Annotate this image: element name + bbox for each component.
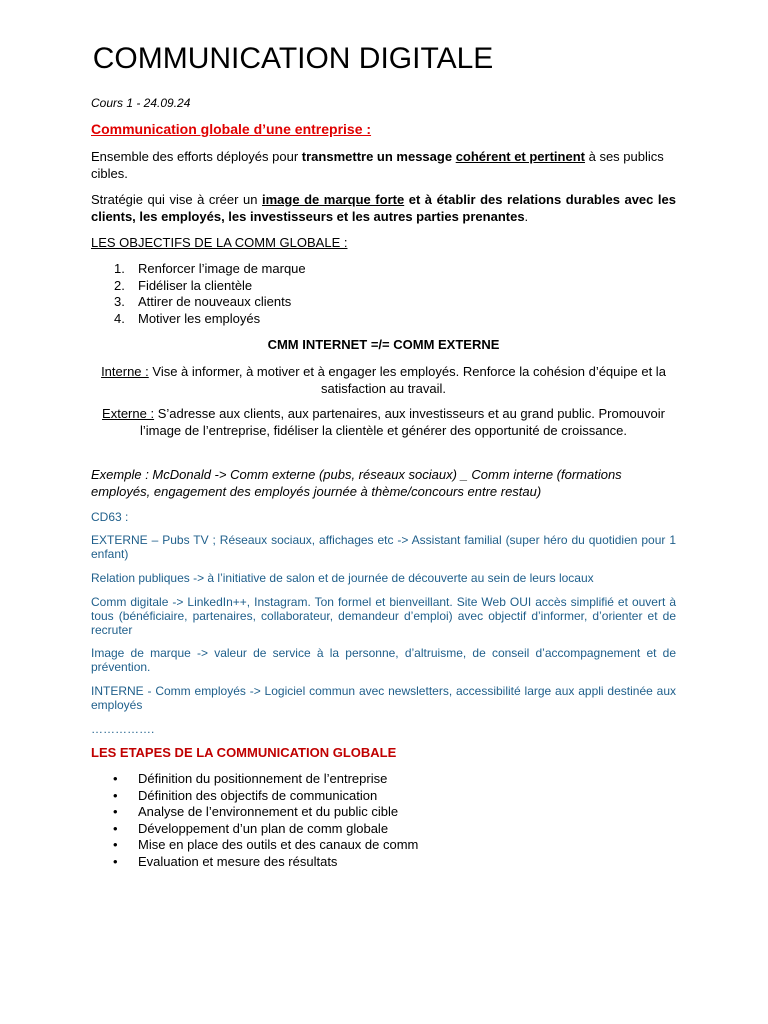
list-item: [91, 821, 676, 838]
list-item-text: Renforcer l’image de marque: [138, 261, 306, 276]
list-number: 3.: [114, 294, 125, 310]
text-span: à ses publics cibles.: [91, 149, 664, 181]
bold-span: transmettre un message: [301, 149, 456, 164]
list-item: [91, 804, 676, 821]
text-span: .: [524, 208, 529, 224]
paragraph-interne: [101, 364, 666, 397]
interne-label: Interne :: [101, 364, 149, 379]
externe-label: Externe :: [102, 406, 155, 421]
externe-text: S’adresse aux clients, aux partenaires, aux investisseurs et au grand public. Promouvoir l’image de l’entreprise, fidéliser la clientèle et générer des opportunité de croissance.: [139, 406, 665, 438]
bold-span: et à établir des relations durables avec les clients, les employés, les investisseurs et les autres parties prenantes: [91, 192, 676, 224]
text-span: Stratégie qui vise à créer un: [91, 192, 262, 207]
bullet-icon: •: [113, 804, 118, 820]
list-item: [91, 278, 676, 295]
list-item-text: Définition des objectifs de communication: [138, 787, 378, 803]
cd63-digitale: Comm digitale -> LinkedIn++, Instagram. Ton formel et bienveillant. Site Web OUI accès simplifié et ouvert à tous (bénéficiaire, partenaires, collaborateur, demandeur d’emploi) avec objectif d’informer, d’orienter et de recruter: [91, 595, 676, 637]
list-item-text: Attirer de nouveaux clients: [138, 294, 292, 310]
cd63-dots: …………….: [91, 722, 155, 736]
course-date: Cours 1 - 24.09.24: [91, 96, 191, 110]
text-span: Ensemble des efforts déployés pour: [91, 149, 302, 164]
cmm-heading: CMM INTERNET =/= COMM EXTERNE: [267, 337, 500, 352]
paragraph-definition: [91, 149, 676, 182]
etapes-list: [91, 771, 676, 871]
list-item-text: Mise en place des outils et des canaux de comm: [138, 837, 419, 853]
etapes-heading: LES ETAPES DE LA COMMUNICATION GLOBALE: [91, 745, 397, 760]
bullet-icon: •: [113, 787, 118, 803]
paragraph-externe: [91, 406, 676, 439]
list-item-text: Développement d’un plan de comm globale: [138, 820, 389, 836]
bold-underline-span: image de marque forte: [262, 192, 405, 207]
interne-text: Vise à informer, à motiver et à engager les employés. Renforce la cohésion d’équipe et la satisfaction au travail.: [148, 364, 666, 396]
bullet-icon: •: [113, 837, 118, 853]
list-item: [91, 788, 676, 805]
cd63-label: CD63 :: [91, 510, 129, 524]
bold-underline-span: cohérent et pertinent: [455, 149, 585, 164]
list-item-text: Définition du positionnement de l’entreprise: [138, 771, 388, 786]
list-item-text: Fidéliser la clientèle: [138, 277, 253, 293]
objectives-heading: LES OBJECTIFS DE LA COMM GLOBALE :: [91, 235, 348, 250]
document-title: COMMUNICATION DIGITALE: [92, 42, 494, 75]
paragraph-example: Exemple : McDonald -> Comm externe (pubs, réseaux sociaux) _ Comm interne (formations employés, engagement des employés journée à thème/concours entre restau): [91, 467, 622, 499]
bullet-icon: •: [113, 853, 118, 869]
list-item-text: Motiver les employés: [138, 310, 261, 326]
list-item-text: Evaluation et mesure des résultats: [138, 853, 338, 869]
paragraph-strategie: [91, 192, 676, 225]
bullet-icon: •: [113, 820, 118, 836]
list-number: 1.: [114, 261, 125, 276]
bullet-icon: •: [113, 771, 118, 786]
list-item: [91, 771, 676, 788]
list-item-text: Analyse de l’environnement et du public cible: [138, 804, 399, 820]
heading-communication-globale: Communication globale d’une entreprise :: [91, 121, 372, 137]
list-number: 2.: [114, 277, 125, 293]
list-item: [91, 837, 676, 854]
cd63-image: Image de marque -> valeur de service à la personne, d’altruisme, de conseil d’accompagnement et de prévention.: [91, 646, 676, 674]
list-item: [91, 311, 676, 328]
objectives-list: [91, 261, 676, 327]
list-item: [91, 854, 676, 871]
cd63-interne: INTERNE - Comm employés -> Logiciel commun avec newsletters, accessibilité large aux appli destinée aux employés: [91, 684, 676, 712]
list-number: 4.: [114, 310, 125, 326]
list-item: [91, 294, 676, 311]
list-item: [91, 261, 676, 278]
cd63-externe: EXTERNE – Pubs TV ; Réseaux sociaux, affichages etc -> Assistant familial (super héro du quotidien pour 1 enfant): [91, 533, 676, 561]
cd63-relation: Relation publiques -> à l’initiative de salon et de journée de découverte au sein de leurs locaux: [91, 571, 594, 585]
